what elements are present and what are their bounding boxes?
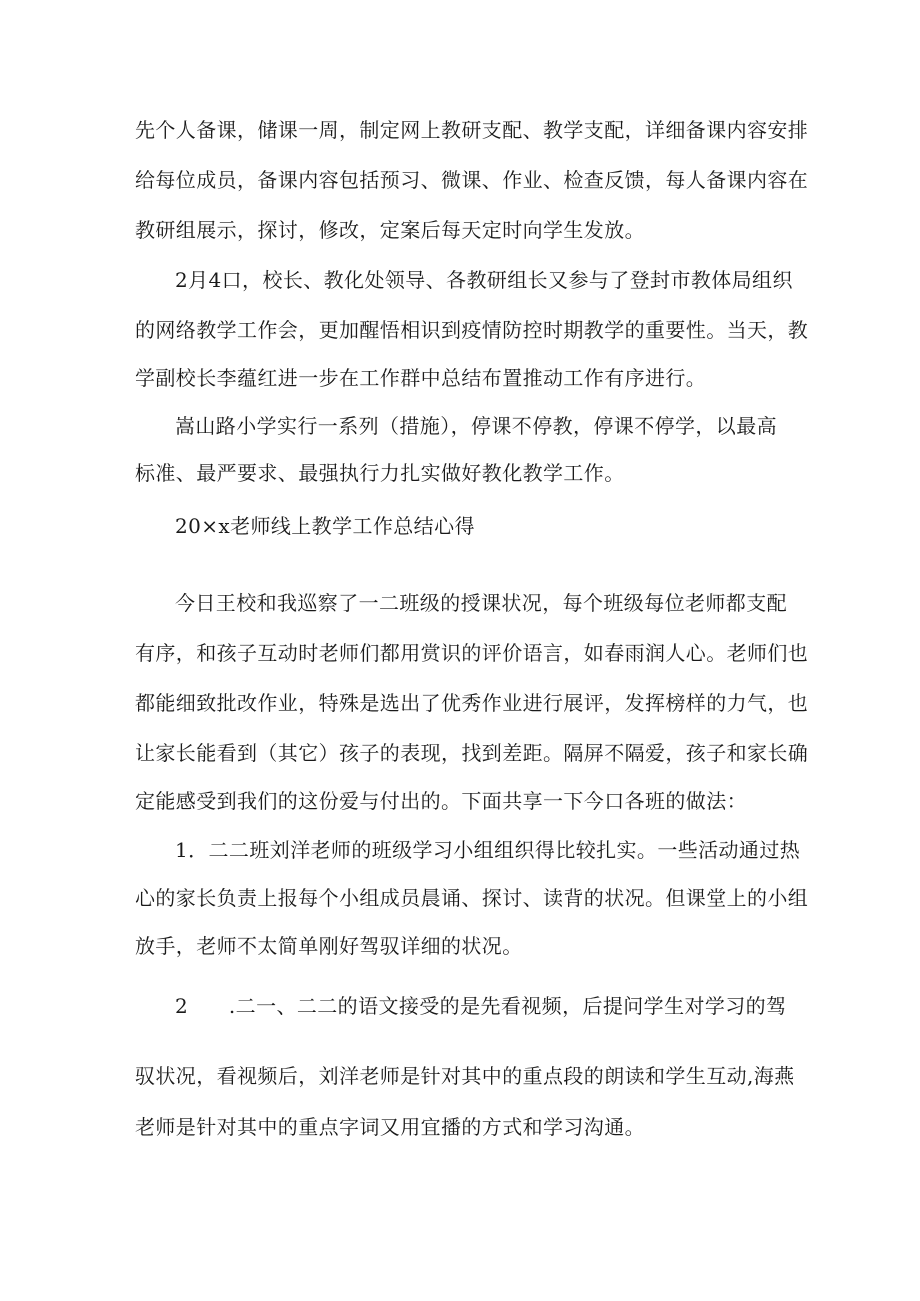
list-item-line: 老师是针对其中的重点字词又用宜播的方式和学习沟通。 [135,1115,645,1139]
list-item-line: 驭状况，看视频后，刘洋老师是针对其中的重点段的朗读和学生互动,海燕 [135,1064,795,1088]
paragraph-line: 都能细致批改作业，特殊是选出了优秀作业进行展评，发挥榜样的力气，也 [135,691,809,715]
paragraph-line: 标准、最严要求、最强执行力扎实做好教化教学工作。 [135,461,625,485]
section-heading: 20×x老师线上教学工作总结心得 [175,514,475,538]
paragraph-line: 学副校长李蕴红进一步在工作群中总结布置推动工作有序进行。 [135,366,707,390]
paragraph-line: 教研组展示，探讨，修改，定案后每天定时向学生发放。 [135,218,645,242]
paragraph-line: 2月4口，校长、教化处领导、各教研组长又参与了登封市教体局组织 [175,268,793,292]
list-item-line: 心的家长负责上报每个小组成员晨诵、探讨、读背的状况。但课堂上的小组 [135,886,809,910]
list-item-line: 2 .二一、二二的语文接受的是先看视频，后提问学生对学习的驾 [175,994,787,1018]
paragraph-line: 有序，和孩子互动时老师们都用赏识的评价语言，如春雨润人心。老师们也 [135,641,809,665]
list-item-line: 1．二二班刘洋老师的班级学习小组组织得比较扎实。一些活动通过热 [175,838,801,862]
paragraph-line: 的网络教学工作会，更加醒悟相识到疫情防控时期教学的重要性。当天，教 [135,318,809,342]
paragraph-line: 先个人备课，储课一周，制定网上教研支配、教学支配，详细备课内容安排 [135,118,809,142]
list-item-line: 放手，老师不太简单刚好驾驭详细的状况。 [135,934,523,958]
paragraph-line: 定能感受到我们的这份爱与付出的。下面共享一下今口各班的做法： [135,789,747,813]
paragraph-line: 让家长能看到（其它）孩子的表现，找到差距。隔屏不隔爱，孩子和家长确 [135,741,809,765]
paragraph-line: 嵩山路小学实行一系列（措施），停课不停教，停课不停学，以最高 [175,414,777,438]
paragraph-line: 今日王校和我巡察了一二班级的授课状况，每个班级每位老师都支配 [175,591,787,615]
paragraph-line: 给每位成员，备课内容包括预习、微课、作业、检查反馈，每人备课内容在 [135,168,809,192]
